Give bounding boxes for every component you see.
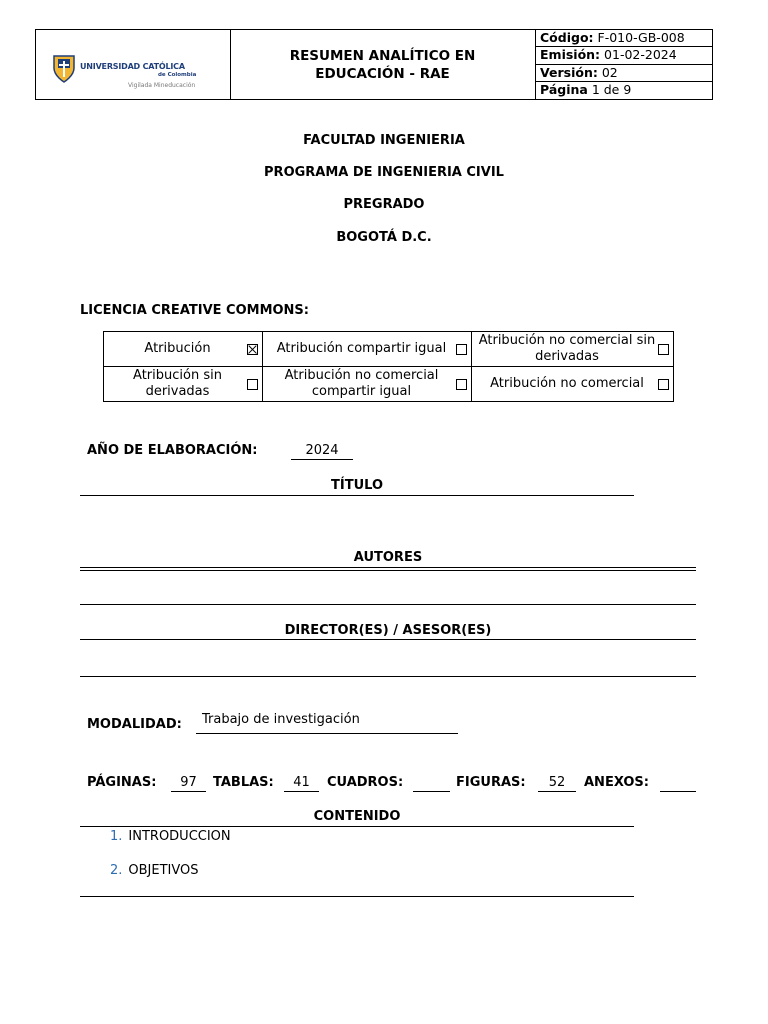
license-option[interactable]: Atribución compartir igual	[263, 332, 472, 367]
license-option[interactable]: Atribución no comercial	[472, 367, 674, 402]
license-table	[103, 331, 674, 402]
checkbox[interactable]	[658, 379, 669, 390]
frames-field[interactable]	[413, 775, 450, 792]
divider	[80, 495, 634, 496]
license-option[interactable]: Atribución	[104, 332, 263, 367]
meta-code: Código: F-010-GB-008	[536, 30, 713, 47]
authors-field[interactable]	[80, 604, 696, 605]
tables-field[interactable]: 41	[284, 775, 319, 792]
annexes-label: ANEXOS:	[584, 775, 649, 790]
license-row	[104, 367, 674, 402]
checkbox[interactable]	[247, 379, 258, 390]
license-row	[104, 332, 674, 367]
university-logo	[36, 30, 231, 99]
document-meta	[536, 30, 713, 99]
license-option[interactable]: Atribución no comercial compartir igual	[263, 367, 472, 402]
divider	[80, 567, 696, 568]
authors-section-heading: AUTORES	[353, 550, 423, 565]
meta-version: Versión: 02	[536, 65, 713, 82]
logo-wordmark: UNIVERSIDAD CATÓLICA	[80, 62, 185, 71]
title-section-heading: TÍTULO	[331, 478, 383, 493]
annexes-field[interactable]	[660, 775, 696, 792]
title-line-1: RESUMEN ANALÍTICO EN	[289, 47, 476, 64]
meta-page: Página 1 de 9	[540, 81, 632, 97]
divider	[80, 639, 696, 640]
year-field[interactable]: 2024	[291, 443, 353, 460]
list-item: 1. INTRODUCCION	[110, 829, 231, 844]
checkbox[interactable]	[658, 344, 669, 355]
pages-field[interactable]: 97	[171, 775, 206, 792]
faculty-name: FACULTAD INGENIERIA	[303, 133, 465, 148]
modality-field[interactable]: Trabajo de investigación	[196, 712, 458, 734]
frames-label: CUADROS:	[327, 775, 404, 790]
checkbox-checked[interactable]	[247, 344, 258, 355]
city-name: BOGOTÁ D.C.	[336, 230, 432, 245]
divider	[80, 570, 696, 571]
title-line-2: EDUCACIÓN - RAE	[315, 65, 450, 82]
document-title	[230, 30, 536, 99]
divider	[80, 896, 634, 897]
shield-icon	[52, 54, 76, 84]
license-label: LICENCIA CREATIVE COMMONS:	[80, 303, 309, 318]
checkbox[interactable]	[456, 344, 467, 355]
logo-vigilada: Vigilada Mineducación	[128, 82, 196, 89]
list-item: 2. OBJETIVOS	[110, 863, 199, 878]
year-label: AÑO DE ELABORACIÓN:	[87, 443, 258, 458]
figures-label: FIGURAS:	[456, 775, 526, 790]
content-section-heading: CONTENIDO	[313, 809, 401, 824]
modality-label: MODALIDAD:	[87, 717, 182, 732]
license-option[interactable]: Atribución no comercial sin derivadas	[472, 332, 674, 367]
program-name: PROGRAMA DE INGENIERIA CIVIL	[264, 165, 504, 180]
divider	[80, 826, 634, 827]
document-header	[35, 29, 713, 100]
checkbox[interactable]	[456, 379, 467, 390]
meta-issue: Emisión: 01-02-2024	[536, 47, 713, 64]
pages-label: PÁGINAS:	[87, 775, 157, 790]
logo-subtitle: de Colombia	[158, 72, 197, 78]
directors-section-heading: DIRECTOR(ES) / ASESOR(ES)	[284, 623, 492, 638]
level-name: PREGRADO	[343, 197, 425, 212]
tables-label: TABLAS:	[213, 775, 274, 790]
figures-field[interactable]: 52	[538, 775, 576, 792]
directors-field[interactable]	[80, 676, 696, 677]
license-option[interactable]: Atribución sin derivadas	[104, 367, 263, 402]
